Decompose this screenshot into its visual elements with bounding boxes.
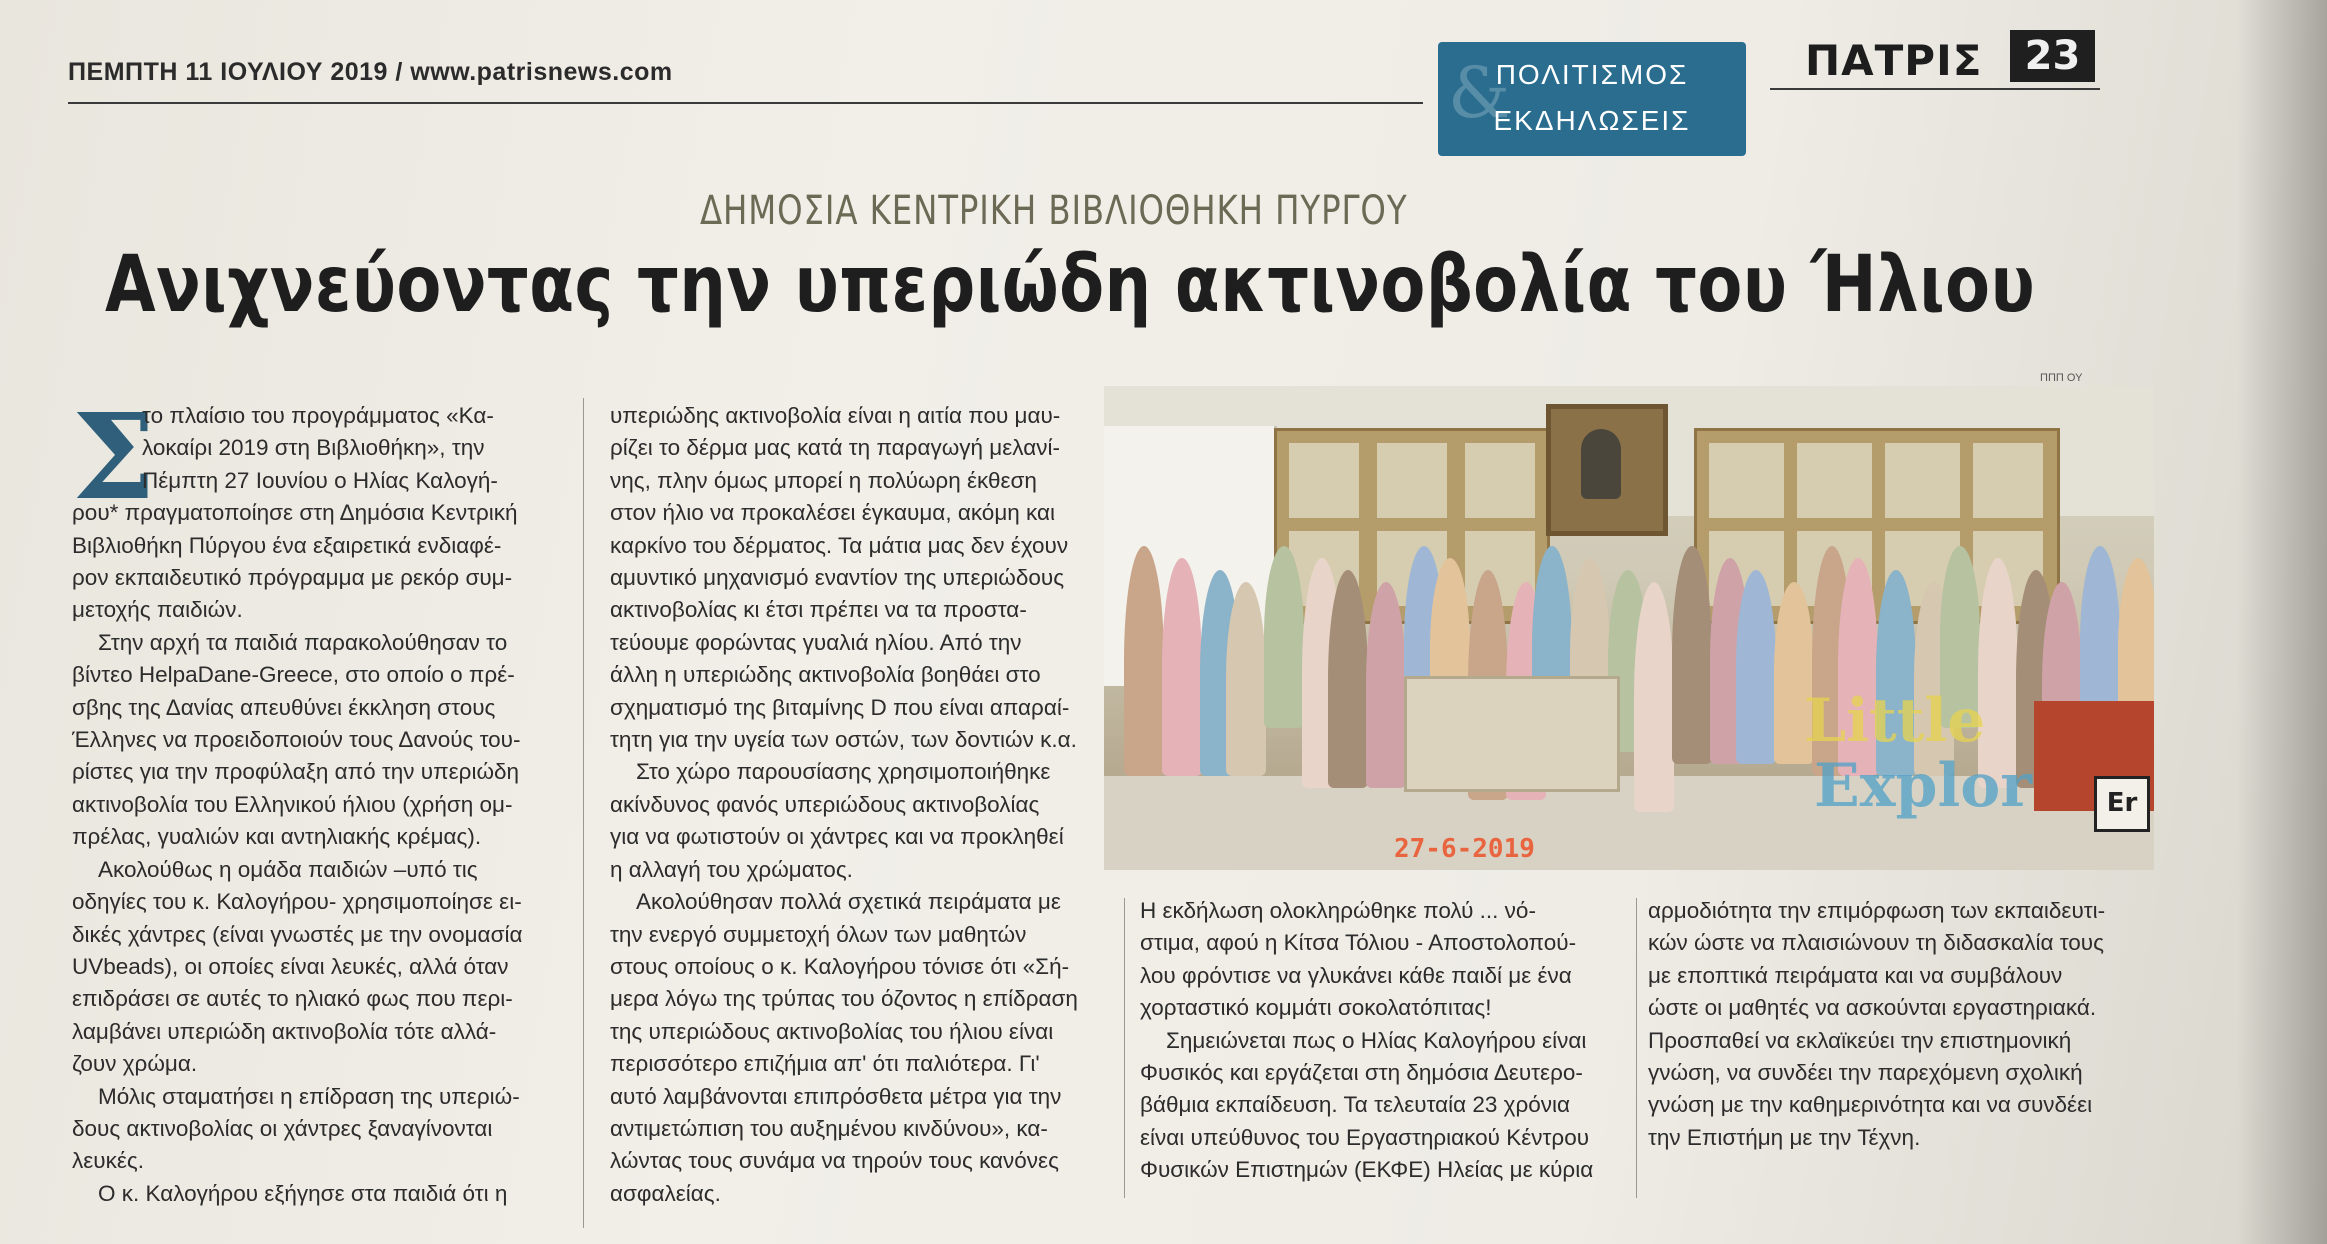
article-text-line: είναι υπεύθυνος του Εργαστηριακού Κέντρου [1140,1124,1590,1150]
article-text-line: βίντεο HelpaDane-Greece, στο οποίο ο πρέ- [72,662,515,688]
page-number: 23 [2010,30,2095,82]
article-text-line: ρου* πραγματοποίησε στη Δημόσια Κεντρική [72,500,518,526]
article-text-line: Ακολούθησαν πολλά σχετικά πειράματα με [636,889,1061,915]
article-text-line: γνώση με την καθημερινότητα και να συνδέει [1648,1092,2093,1118]
article-text-line: ώστε οι μαθητές να ασκούνται εργαστηριακά. [1648,995,2097,1021]
article-text-line: ρίζει το δέρμα μας κατά τη παραγωγή μελανί- [610,435,1060,461]
article-text-line: σχηματισμό της βιταμίνης D που είναι απαραί- [610,694,1070,720]
article-text-line: στον ήλιο να προκαλέσει έγκαυμα, ακόμη και [610,500,1056,526]
demo-table [1404,676,1620,792]
article-text-line: τητη για την υγεία των οστών, των δοντιών κ.α. [610,727,1077,753]
article-text-line: νης, πλην όμως μπορεί η πολύωρη έκθεση [610,467,1037,493]
article-text-line: αυτό λαμβάνονται επιπρόσθετα μέτρα για την [610,1083,1062,1109]
article-headline: Ανιχνεύοντας την υπεριώδη ακτινοβολία του Ήλιου [105,240,2036,330]
photo-logo-line1: Little [1804,686,1986,756]
article-text-line: βάθμια εκπαίδευση. Τα τελευταία 23 χρόνια [1140,1092,1571,1118]
portrait-painting [1546,404,1668,536]
article-photo [1104,386,2154,870]
article-kicker: ΔΗΜΟΣΙΑ ΚΕΝΤΡΙΚΗ ΒΙΒΛΙΟΘΗΚΗ ΠΥΡΓΟΥ [700,188,1408,234]
column-divider [583,398,584,1228]
photo-child-figure [1328,570,1368,788]
article-text-line: καρκίνο του δέρματος. Τα μάτια μας δεν έχουν [610,532,1069,558]
article-text-line: Φυσικός και εργάζεται στη δημόσια Δευτερο- [1140,1060,1583,1086]
section-label-line1: ΠΟΛΙΤΙΣΜΟΣ [1495,59,1689,90]
photo-credit: ΠΠΠ ΟΥ [2040,372,2083,384]
article-text-line: οδηγίες του κ. Καλογήρου- χρησιμοποίησε ει- [72,889,522,915]
header-rule [68,102,1423,104]
article-text-line: στους οποίους ο κ. Καλογήρου τόνισε ότι «Σή- [610,953,1070,979]
article-text-line: περισσότερο επιζήμια απ' ότι παλιότερα. Γι' [610,1051,1040,1077]
photo-child-figure [1226,582,1266,776]
article-text-line: Φυσικών Επιστημών (ΕΚΦΕ) Ηλείας με κύρια [1140,1157,1594,1183]
column-divider [1636,898,1637,1198]
article-text-line: Ο κ. Καλογήρου εξήγησε στα παιδιά ότι η [98,1180,508,1206]
article-text-line: τεύουμε φορώντας γυαλιά ηλίου. Από την [610,629,1022,655]
article-text-line: Βιβλιοθήκη Πύργου ένα εξαιρετικά ενδιαφέ- [72,532,502,558]
article-text-line: ασφαλείας. [610,1180,721,1206]
drop-cap: Σ [72,387,156,526]
header-rule-right [1770,88,2100,90]
article-text-line: Έλληνες να προειδοποιούν τους Δανούς του- [72,727,521,753]
article-text-line: αμυντικό μηχανισμό εναντίον της υπεριώδους [610,565,1065,591]
article-text-line: Προσπαθεί να εκλαϊκεύει την επιστημονική [1648,1027,2072,1053]
article-text-line: μετοχής παιδιών. [72,597,243,623]
article-text-line: χορταστικό κομμάτι σοκολατόπιτας! [1140,995,1492,1021]
dateline: ΠΕΜΠΤΗ 11 ΙΟΥΛΙΟΥ 2019 / www.patrisnews.com [68,58,673,86]
photo-logo-badge: Er [2094,776,2150,832]
article-text-line: λου φρόντισε να γλυκάνει κάθε παιδί με ένα [1140,962,1572,988]
article-text-line: UVbeads), οι οποίες είναι λευκές, αλλά όταν [72,953,509,979]
article-text-line: ακίνδυνος φανός υπεριώδους ακτινοβολίας [610,791,1040,817]
section-ampersand-icon: & [1448,52,1511,134]
article-text-line: κών ώστε να πλαισιώνουν τη διδασκαλία τους [1648,930,2104,956]
article-text-line: λώντας τους συνάμα να τηρούν τους κανόνες [610,1148,1059,1174]
article-text-line: λαμβάνει υπεριώδη ακτινοβολία τότε αλλά- [72,1018,497,1044]
article-text-line: ζουν χρώμα. [72,1051,198,1077]
article-text-line: ρον εκπαιδευτικό πρόγραμμα με ρεκόρ συμ- [72,565,513,591]
section-label-line2: ΕΚΔΗΛΩΣΕΙΣ [1493,105,1691,136]
photo-child-figure [1264,546,1304,728]
article-text-line: επιδράσει σε αυτές το ηλιακό φως που περι- [72,986,513,1012]
article-text-line: της υπεριώδους ακτινοβολίας του ήλιου είναι [610,1018,1054,1044]
page-fold-shadow [2237,0,2327,1244]
article-text-line: ακτινοβολία του Ελληνικού ήλιου (χρήση ομ- [72,791,513,817]
article-column-4 [1648,895,2158,1154]
article-text-line: Στο χώρο παρουσίασης χρησιμοποιήθηκε [636,759,1051,785]
article-text-line: λοκαίρι 2019 στη Βιβλιοθήκη», την [142,435,485,461]
column-divider [1124,898,1125,1198]
article-text-line: πρέλας, γυαλιών και αντηλιακής κρέμας). [72,824,482,850]
article-text-line: μερα λόγω της τρύπας του όζοντος η επίδραση [610,986,1078,1012]
article-text-line: την ενεργό συμμετοχή όλων των μαθητών [610,921,1027,947]
article-column-2 [610,400,1090,1210]
article-text-line: άλλη η υπεριώδης ακτινοβολία βοηθάει στο [610,662,1041,688]
article-text-line: αρμοδιότητα την επιμόρφωση των εκπαιδευτι- [1648,898,2106,923]
article-text-line: ρίστες για την προφύλαξη από την υπεριώδη [72,759,520,785]
article-text-line: Η εκδήλωση ολοκληρώθηκε πολύ ... νό- [1140,898,1536,923]
article-text-line: Σημειώνεται πως ο Ηλίας Καλογήρου είναι [1166,1027,1587,1053]
photo-child-figure [1124,546,1164,776]
photo-child-figure [1736,570,1776,764]
article-column-3 [1140,895,1620,1187]
photo-child-figure [1366,582,1406,788]
photo-logo-line2: Explor [1814,751,2032,821]
article-text-line: στιμα, αφού η Κίτσα Τόλιου - Αποστολοπού- [1140,930,1577,956]
article-text-line: την Επιστήμη με την Τέχνη. [1648,1124,1921,1150]
article-text-line: με εποπτικά πειράματα και να συμβάλουν [1648,962,2063,988]
article-text-line: Ακολούθως η ομάδα παιδιών –υπό τις [98,856,478,882]
photo-child-figure [1634,582,1674,812]
masthead: ΠΑΤΡΙΣ [1805,36,1983,85]
photo-child-figure [1162,558,1202,776]
article-text-line: η αλλαγή του χρώματος. [610,856,853,882]
article-text-line: σβης της Δανίας απευθύνει έκκληση στους [72,694,496,720]
article-text-line: δους ακτινοβολίας οι χάντρες ξαναγίνονται [72,1115,493,1141]
article-text-line: αντιμετώπιση του αυξημένου κινδύνου», κα- [610,1115,1048,1141]
article-text-line: λευκές. [72,1148,144,1174]
article-column-1 [72,387,552,1210]
article-text-line: Πέμπτη 27 Ιουνίου ο Ηλίας Καλογή- [142,467,498,493]
article-text-line: Μόλις σταματήσει η επίδραση της υπεριώ- [98,1083,520,1109]
article-text-line: ακτινοβολίας κι έτσι πρέπει να τα προστα- [610,597,1027,623]
article-text-line: για να φωτιστούν οι χάντρες και να προκληθεί [610,824,1064,850]
article-text-line: υπεριώδης ακτινοβολία είναι η αιτία που μαυ- [610,403,1061,428]
article-text-line: δικές χάντρες (είναι γνωστές με την ονομασία [72,921,523,947]
photo-child-figure [1672,546,1712,764]
article-text-line: γνώση, να συνδέει την παρεχόμενη σχολική [1648,1060,2083,1086]
article-text-line: Στην αρχή τα παιδιά παρακολούθησαν το [98,629,508,655]
article-text-line: το πλαίσιο του προγράμματος «Κα- [142,403,494,428]
photo-date-stamp: 27-6-2019 [1394,834,1535,864]
